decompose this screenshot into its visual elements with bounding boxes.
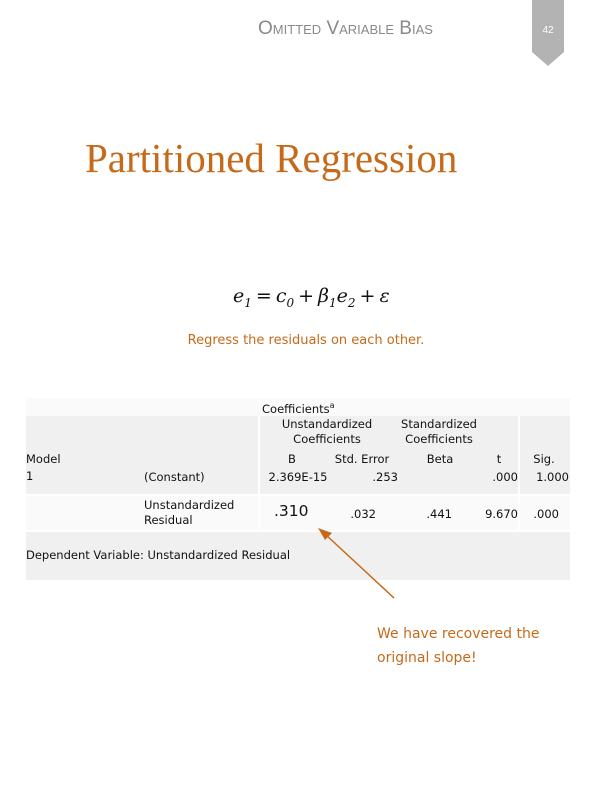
row-label-constant: (Constant) [144,470,205,484]
callout-line-2: original slope! [377,650,477,666]
cell-sig-residual: .000 [533,507,559,521]
cell-t-residual: 9.670 [485,507,518,521]
equation-constant: c [275,285,287,307]
cell-beta-residual: .441 [426,507,452,521]
header-t: t [496,452,502,466]
unstandardized-line-2: Coefficients [293,432,361,446]
cell-b-residual: .310 [274,502,309,520]
equation-lhs-sub: 1 [244,295,252,310]
cell-sig-constant: 1.000 [536,470,569,484]
equation-lhs: e [233,285,245,307]
header-std-error: Std. Error [334,452,390,466]
row-label-residual-line-2: Residual [144,513,193,527]
cell-se-constant: .253 [372,470,398,484]
cell-t-constant: .000 [492,470,518,484]
equation-beta: β [318,285,330,307]
row-label-residual-line-1: Unstandardized [144,498,235,512]
model-header: Model [26,452,61,466]
table-footnote: Dependent Variable: Unstandardized Residual [26,548,291,562]
equation-beta-sub: 1 [329,295,337,310]
table-caption-text: Coefficients [262,401,330,416]
header-title: Omitted Variable Bias [258,18,433,39]
header-sig: Sig. [533,452,555,466]
cell-b-constant: 2.369E-15 [268,470,328,484]
model-number: 1 [26,469,34,483]
slide-title: Partitioned Regression [85,135,458,181]
callout-text [377,622,577,670]
standardized-line-2: Coefficients [405,432,473,446]
table-caption-footnote-mark: a [329,401,335,410]
equation-regressor: e [336,285,348,307]
standardized-line-1: Standardized [401,417,477,431]
header-b: B [288,452,296,466]
header-beta: Beta [426,452,454,466]
callout-line-1: We have recovered the [377,626,540,642]
page-number: 42 [542,25,554,36]
instruction-text: Regress the residuals on each other. [187,333,425,348]
cell-se-residual: .032 [350,507,376,521]
equation-error: ε [379,285,390,307]
equation-regressor-sub: 2 [347,295,356,310]
equation-constant-sub: 0 [286,295,295,310]
regression-equation: $e_1 = c_0 + \beta_1e_2 + \varepsilon$ [233,285,390,310]
unstandardized-line-1: Unstandardized [281,417,373,431]
